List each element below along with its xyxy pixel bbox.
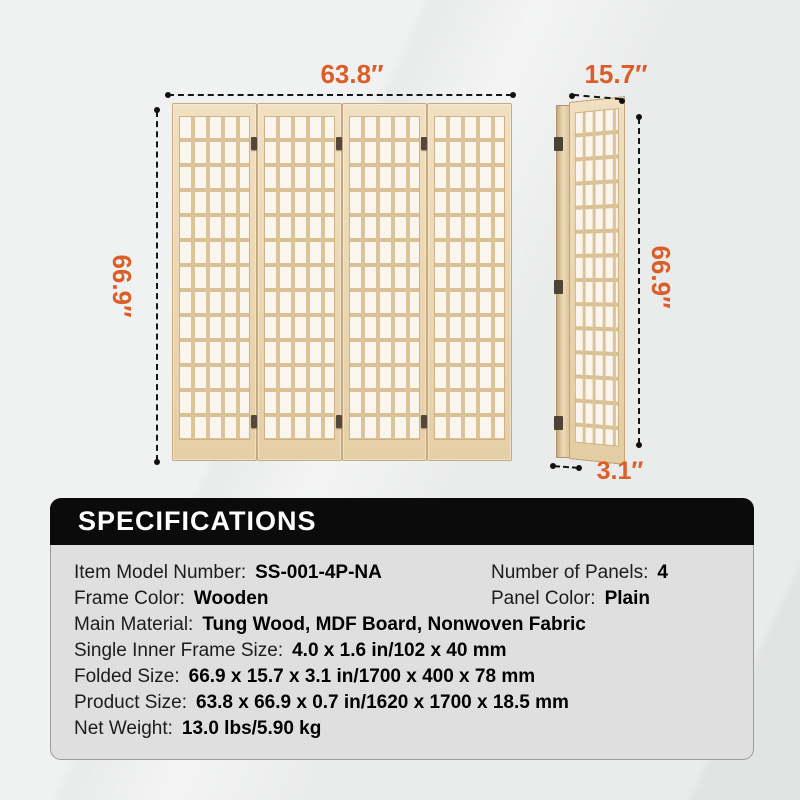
dimension-label-folded-height: 66.9″ [646,245,676,309]
spec-label: Panel Color: [491,588,596,609]
hinge-icon [554,416,563,430]
spec-net-weight [74,716,321,742]
spec-value: 4.0 x 1.6 in/102 x 40 mm [292,640,507,661]
spec-row-colors [74,586,753,612]
spec-row-folded-size [74,664,753,690]
specifications-title: SPECIFICATIONS [78,506,317,536]
spec-value: Tung Wood, MDF Board, Nonwoven Fabric [202,614,586,635]
dimension-endpoint-dot [576,465,582,471]
dimension-endpoint-dot [636,442,642,448]
panel-lattice [264,116,335,440]
dimension-endpoint-dot [154,107,160,113]
dimension-label-folded-width: 15.7″ [584,59,648,89]
hinge-icon [421,415,427,428]
screen-panel-4 [427,103,512,461]
dimension-line-folded-height [638,118,640,444]
dimension-endpoint-dot [569,93,575,99]
panel-lattice [575,108,619,447]
spec-number-of-panels [491,560,668,586]
spec-row-main-material [74,612,753,638]
folded-screen-front-panel [569,96,625,465]
dimension-endpoint-dot [619,98,625,104]
specifications-card [50,498,754,760]
dimension-label-folded-depth: 3.1″ [596,457,644,485]
panel-lattice [434,116,505,440]
spec-panel-color [491,586,650,612]
dimension-endpoint-dot [154,459,160,465]
hinge-icon [251,415,257,428]
dimension-label-open-height: 66.9″ [107,254,137,318]
spec-label: Single Inner Frame Size: [74,640,284,661]
hinge-icon [336,137,342,150]
specifications-body [50,545,754,760]
dimension-endpoint-dot [636,114,642,120]
hinge-icon [554,137,563,151]
hinge-icon [554,280,563,294]
spec-row-net-weight [74,716,753,742]
specifications-header [50,498,754,545]
screen-panel-1 [172,103,257,461]
spec-value: 13.0 lbs/5.90 kg [181,718,322,739]
spec-product-size [74,690,569,716]
spec-value: Plain [604,588,650,609]
screen-panel-2 [257,103,342,461]
hinge-icon [251,137,257,150]
dimension-endpoint-dot [510,92,516,98]
spec-single-inner-frame-size [74,638,507,664]
spec-row-product-size [74,690,753,716]
open-screen-image [172,103,512,461]
spec-value: 4 [657,562,668,583]
spec-item-model-number [74,560,382,586]
spec-value: 66.9 x 15.7 x 3.1 in/1700 x 400 x 78 mm [188,666,536,687]
spec-folded-size [74,664,535,690]
hinge-icon [421,137,427,150]
dimension-endpoint-dot [550,463,556,469]
spec-label: Product Size: [74,692,187,713]
folded-screen-image [556,100,630,464]
dimension-line-folded-depth [554,465,578,469]
spec-row-inner-frame-size [74,638,753,664]
spec-label: Folded Size: [74,666,180,687]
spec-value: Wooden [193,588,269,609]
hinge-icon [336,415,342,428]
spec-label: Number of Panels: [491,562,649,583]
spec-label: Main Material: [74,614,194,635]
dimension-label-open-width: 63.8″ [320,59,384,89]
dimension-line-open-width [168,94,512,96]
panel-lattice [349,116,420,440]
dimension-endpoint-dot [165,92,171,98]
screen-panel-3 [342,103,427,461]
spec-label: Item Model Number: [74,562,247,583]
spec-label: Frame Color: [74,588,185,609]
spec-label: Net Weight: [74,718,173,739]
spec-frame-color [74,586,268,612]
spec-value: SS-001-4P-NA [255,562,382,583]
spec-main-material [74,612,586,638]
spec-row-model-and-panels [74,560,753,586]
spec-value: 63.8 x 66.9 x 0.7 in/1620 x 1700 x 18.5 mm [196,692,569,713]
panel-lattice [179,116,250,440]
dimension-line-open-height [156,111,158,461]
